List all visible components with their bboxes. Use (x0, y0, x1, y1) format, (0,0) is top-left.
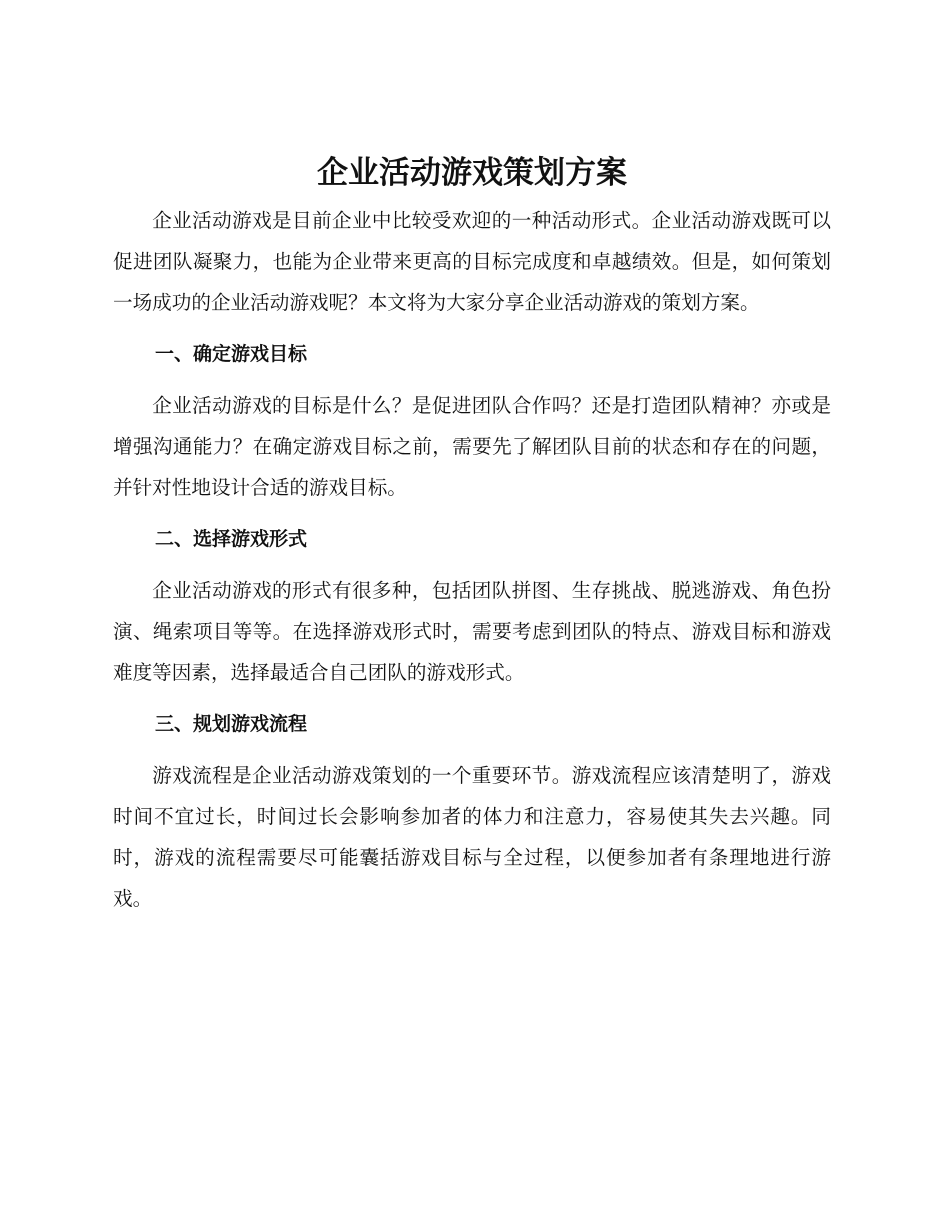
section-format (113, 524, 831, 693)
document-page (113, 148, 831, 919)
intro-paragraph: 企业活动游戏是目前企业中比较受欢迎的一种活动形式。企业活动游戏既可以促进团队凝聚力，也能为企业带来更高的目标完成度和卓越绩效。但是，如何策划一场成功的企业活动游戏呢？本文将为大家分享企业活动游戏的策划方案。 (113, 209, 831, 314)
section-heading: 三、规划游戏流程 (155, 713, 308, 735)
section-paragraph: 企业活动游戏的目标是什么？是促进团队合作吗？还是打造团队精神？亦或是增强沟通能力？在确定游戏目标之前，需要先了解团队目前的状态和存在的问题，并针对性地设计合适的游戏目标。 (113, 394, 831, 499)
document-title: 企业活动游戏策划方案 (317, 155, 627, 191)
section-heading: 一、确定游戏目标 (155, 343, 308, 365)
section-paragraph: 游戏流程是企业活动游戏策划的一个重要环节。游戏流程应该清楚明了，游戏时间不宜过长，时间过长会影响参加者的体力和注意力，容易使其失去兴趣。同时，游戏的流程需要尽可能囊括游戏目标与全过程，以便参加者有条理地进行游戏。 (113, 764, 831, 910)
section-process (113, 709, 831, 919)
section-heading: 二、选择游戏形式 (155, 528, 308, 550)
section-goals (113, 339, 831, 508)
section-paragraph: 企业活动游戏的形式有很多种，包括团队拼图、生存挑战、脱逃游戏、角色扮演、绳索项目等等。在选择游戏形式时，需要考虑到团队的特点、游戏目标和游戏难度等因素，选择最适合自己团队的游戏形式。 (113, 579, 831, 684)
